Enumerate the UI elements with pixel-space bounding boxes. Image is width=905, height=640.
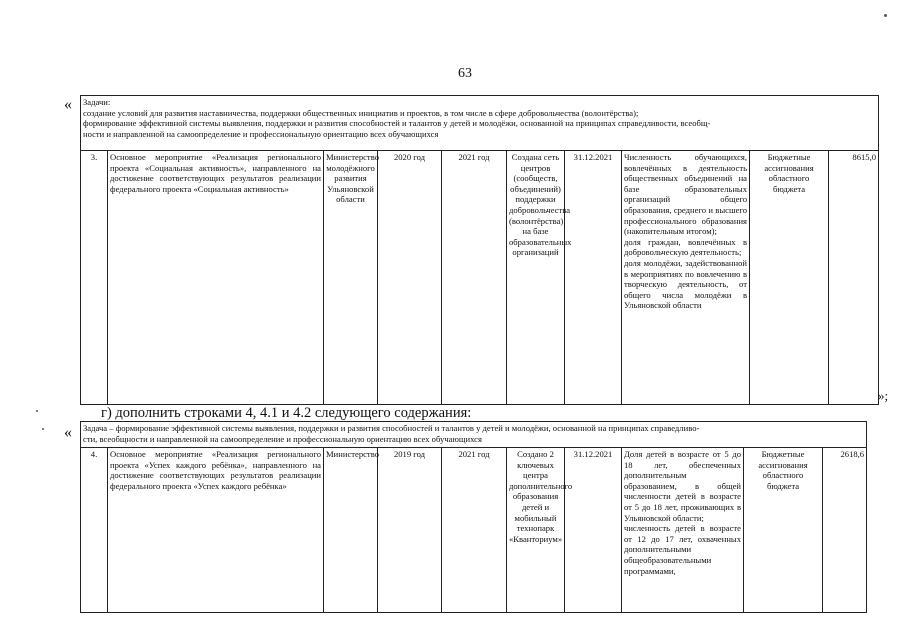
scan-speck	[36, 410, 38, 412]
start-year: 2020 год	[378, 151, 442, 405]
start-year: 2019 год	[378, 448, 442, 613]
task-line: сти, всеобщности и направленной на самоопределение и профессиональную ориентацию всех обучающихся	[83, 433, 482, 444]
scan-speck	[884, 14, 887, 17]
scan-speck	[42, 428, 44, 430]
closing-mark: »;	[878, 388, 889, 403]
opening-quote: «	[64, 96, 72, 113]
indicators-cell	[622, 448, 744, 613]
section-heading: г) дополнить строками 4, 4.1 и 4.2 следующего содержания:	[101, 405, 472, 421]
indicator: Доля детей в возрасте от 5 до 18 лет, обеспеченных дополнительным образованием, в общей численности детей в возрасте от 5 до 18 лет, проживающих в Ульяновской области;	[624, 449, 741, 523]
indicator: доля молодёжи, задействованной в мероприятиях по вовлечению в творческую деятельность, от общего числа молодёжи в Ульяновской области	[624, 257, 747, 311]
measure-name: Основное мероприятие «Реализация регионального проекта «Успех каждого ребёнка», направленного на достижение соответствующих результатов реализации федерального проекта «Успех каждого ребёнка»	[108, 448, 324, 613]
funding-source: Бюджетные ассигнования областного бюджета	[750, 151, 829, 405]
measures-table-1	[80, 95, 879, 405]
task-cell	[81, 422, 867, 448]
funding-amount: 8615,0	[829, 151, 879, 405]
tasks-cell	[81, 96, 879, 151]
deadline-date: 31.12.2021	[565, 151, 622, 405]
row-number: 3.	[81, 151, 108, 405]
executor: Министерство молодёжного развития Ульяновской области	[324, 151, 378, 405]
page-number: 63	[458, 66, 472, 81]
indicator: Численность обучающихся, вовлечённых в деятельность общественных объединений на базе образовательных организаций общего образования, среднего и высшего профессионального образования (накопительным итогом);	[624, 152, 747, 237]
task-line: ности и направленной на самоопределение и профессиональную ориентацию всех обучающихся	[83, 128, 439, 139]
funding-source: Бюджетные ассигнования областного бюджета	[744, 448, 823, 613]
indicator: доля граждан, вовлечённых в добровольческую деятельность;	[624, 236, 747, 258]
expected-result: Создана сеть центров (сообществ, объединений) поддержки добровольчества (волонтёрства) на базе образовательных организаций	[507, 151, 565, 405]
task-line: создание условий для развития наставничества, поддержки общественных инициатив и проектов, в том числе в сфере добровольчества (волонтёрства);	[83, 107, 639, 118]
task-line: формирование эффективной системы выявления, поддержки и развития способностей и талантов у детей и молодёжи, основанной на принципах справедливости, всеобщ-	[83, 118, 711, 129]
end-year: 2021 год	[442, 151, 507, 405]
row-number: 4.	[81, 448, 108, 613]
end-year: 2021 год	[442, 448, 507, 613]
funding-amount: 2618,6	[823, 448, 867, 613]
opening-quote-2: «	[64, 424, 72, 441]
task-line: Задача – формирование эффективной системы выявления, поддержки и развития способностей и талантов у детей и молодёжи, основанной на принципах справедливо-	[83, 423, 700, 433]
expected-result: Создано 2 ключевых центра дополнительного образования детей и мобильный технопарк «Кванториум»	[507, 448, 565, 613]
measures-table-2	[80, 421, 867, 613]
tasks-label: Задачи:	[83, 97, 111, 107]
measure-name: Основное мероприятие «Реализация регионального проекта «Социальная активность», направленного на достижение соответствующих результатов реализации федерального проекта «Социальная активность»	[108, 151, 324, 405]
deadline-date: 31.12.2021	[565, 448, 622, 613]
executor: Министерство	[324, 448, 378, 613]
indicators-cell	[622, 151, 750, 405]
indicator: численность детей в возрасте от 12 до 17 лет, охваченных дополнительными общеобразовательными программами,	[624, 523, 741, 576]
